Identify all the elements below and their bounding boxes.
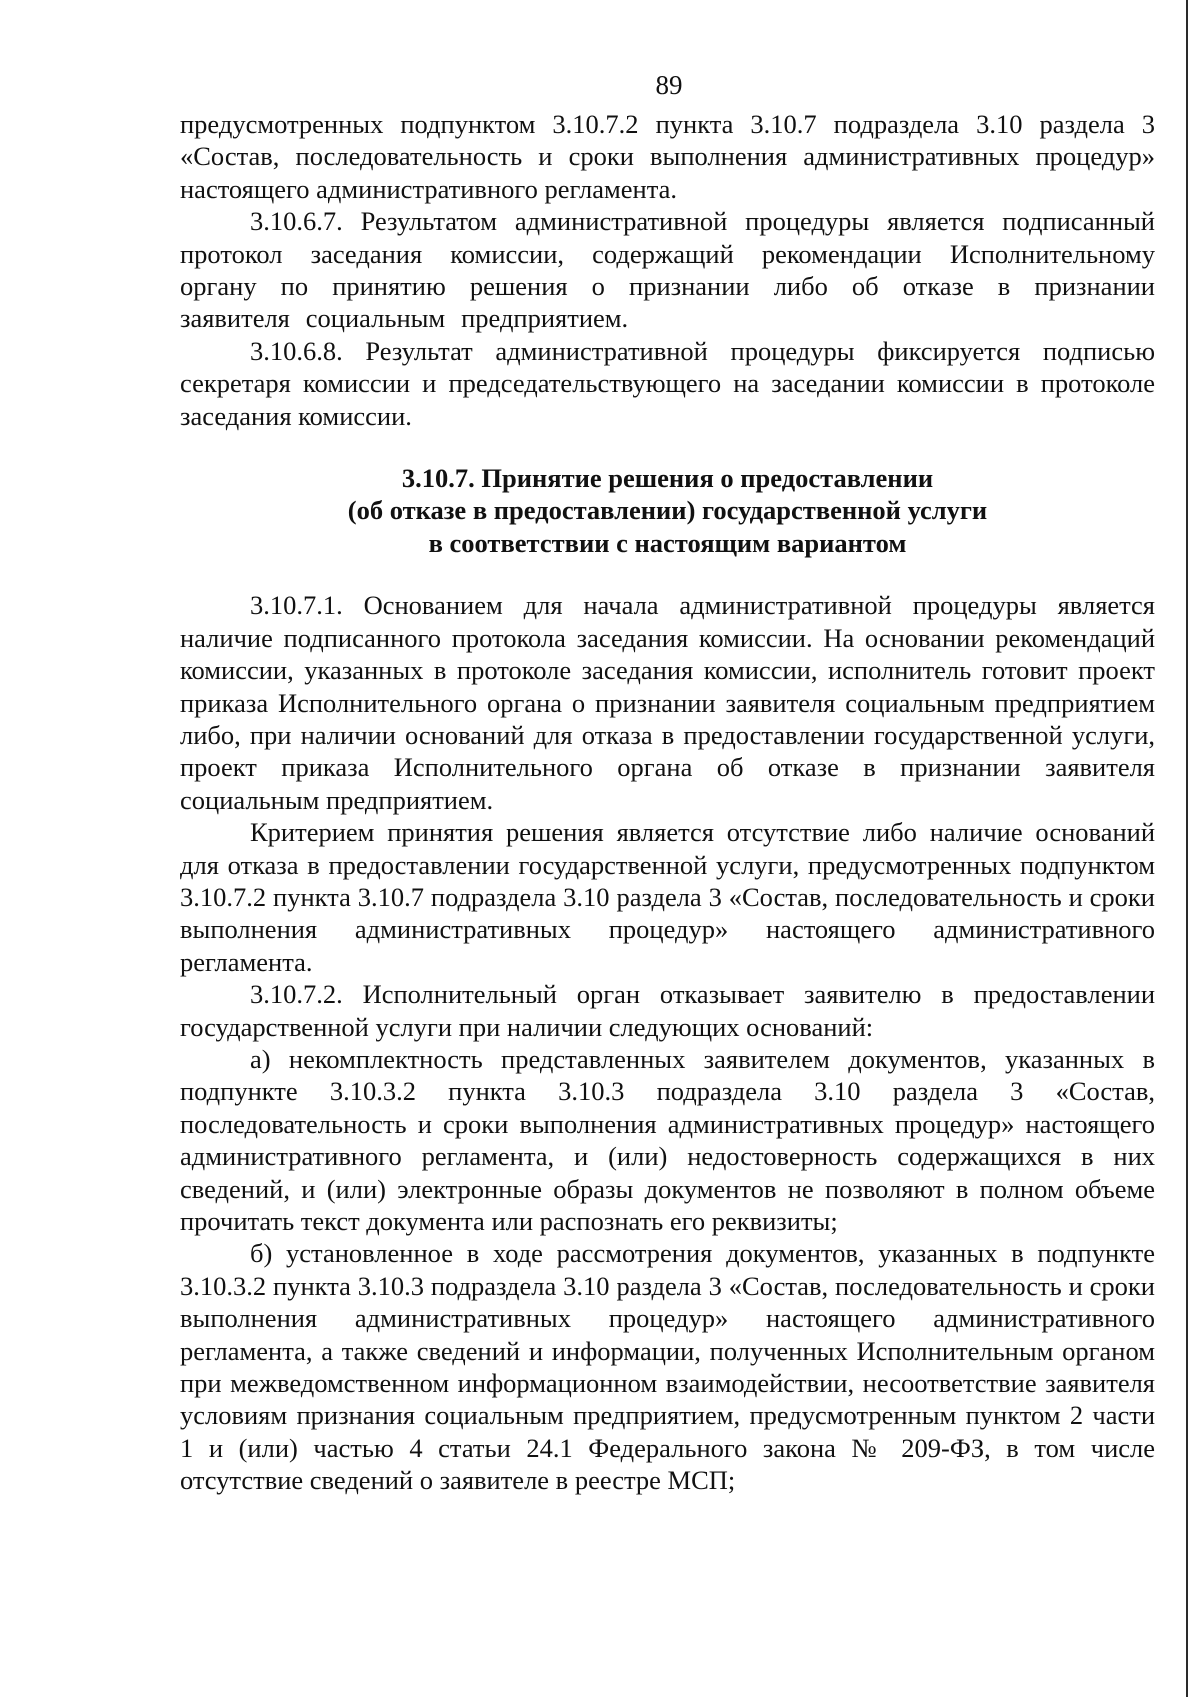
page-edge-line (1186, 0, 1188, 1697)
list-item-b: б) установленное в ходе рассмотрения документов, указанных в подпункте 3.10.3.2 пункта 3.10.3 подраздела 3.10 раздела 3 «Состав, последовательность и сроки выполнения административных процедур» настоящего административного регламента, а также сведений и информации, полученных Исполнительным органом при межведомственном информационном взаимодействии, несоответствие заявителя условиям признания социальным предприятием, предусмотренным пунктом 2 части 1 и (или) частью 4 статьи 24.1 Федерального закона № 209-ФЗ, в том числе отсутствие сведений о заявителе в реестре МСП; (180, 1238, 1155, 1496)
document-body (180, 108, 1155, 1497)
paragraph-criterion: Критерием принятия решения является отсутствие либо наличие оснований для отказа в предоставлении государственной услуги, предусмотренных подпунктом 3.10.7.2 пункта 3.10.7 подраздела 3.10 раздела 3 «Состав, последовательность и сроки выполнения административных процедур» настоящего административного регламента. (180, 817, 1155, 977)
section-heading-3-10-7 (180, 462, 1155, 559)
paragraph-3-10-7-1: 3.10.7.1. Основанием для начала административной процедуры является наличие подписанного протокола заседания комиссии. На основании рекомендаций комиссии, указанных в протоколе заседания комиссии, исполнитель готовит проект приказа Исполнительного органа о признании заявителя социальным предприятием либо, при наличии оснований для отказа в предоставлении государственной услуги, проект приказа Исполнительного органа об отказе в признании заявителя социальным предприятием. (180, 590, 1155, 815)
section-heading-line-3: в соответствии с настоящим вариантом (428, 527, 907, 558)
page-number: 89 (655, 70, 683, 100)
paragraph-3-10-6-8: 3.10.6.8. Результат административной процедуры фиксируется подписью секретаря комиссии и председательствующего на заседании комиссии в протоколе заседания комиссии. (180, 335, 1155, 431)
list-item-a: а) некомплектность представленных заявителем документов, указанных в подпункте 3.10.3.2 пункта 3.10.3 подраздела 3.10 раздела 3 «Состав, последовательность и сроки выполнения административных процедур» настоящего административного регламента, и (или) недостоверность содержащихся в них сведений, и (или) электронные образы документов не позволяют в полном объеме прочитать текст документа или распознать его реквизиты; (180, 1043, 1155, 1236)
paragraph-3-10-6-7: 3.10.6.7. Результатом административной процедуры является подписанный протокол заседания комиссии, содержащий рекомендации Исполнительному органу по принятию решения о признании либо об отказе в признании заявителя социальным предприятием. (180, 206, 1155, 334)
section-heading-line-2: (об отказе в предоставлении) государственной услуги (347, 495, 988, 526)
paragraph-continuation: предусмотренных подпунктом 3.10.7.2 пункта 3.10.7 подраздела 3.10 раздела 3 «Состав, последовательность и сроки выполнения административных процедур» настоящего административного регламента. (180, 109, 1155, 204)
paragraph-3-10-7-2: 3.10.7.2. Исполнительный орган отказывает заявителю в предоставлении государственной услуги при наличии следующих оснований: (180, 979, 1155, 1042)
section-heading-line-1: 3.10.7. Принятие решения о предоставлении (401, 463, 934, 494)
